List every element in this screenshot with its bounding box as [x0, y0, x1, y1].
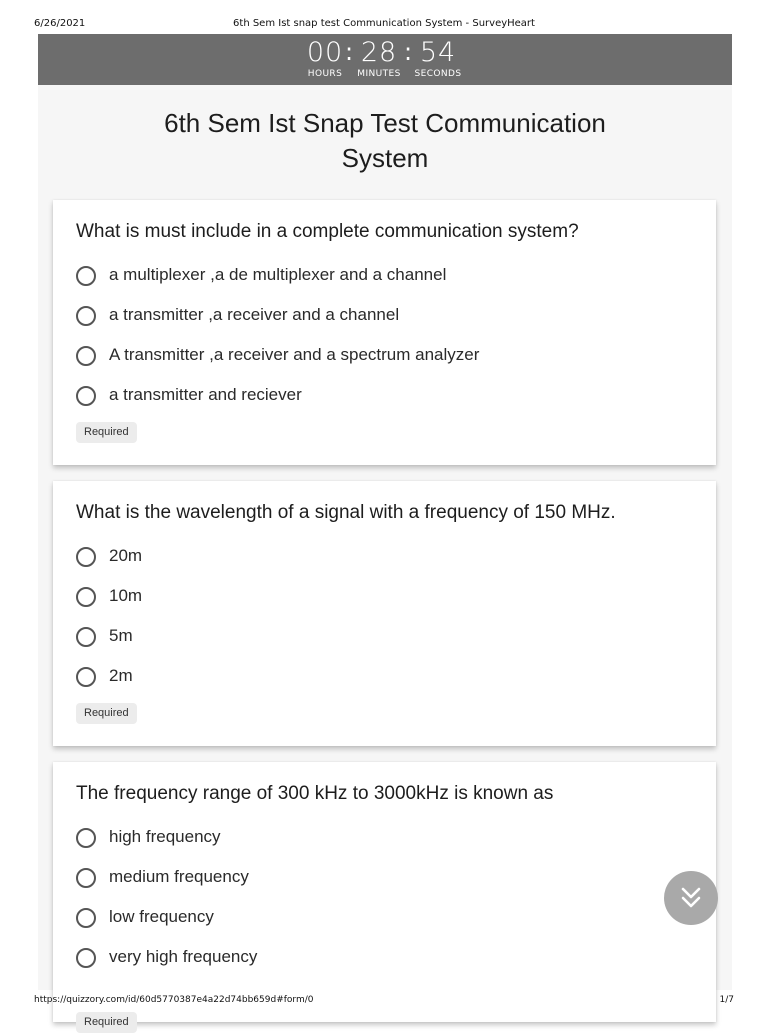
radio-button[interactable] [76, 587, 96, 607]
answer-option[interactable] [76, 826, 696, 850]
timer-separator: : [404, 38, 413, 66]
option-label[interactable]: 10m [109, 586, 143, 605]
radio-button[interactable] [76, 868, 96, 888]
answer-option[interactable] [76, 866, 696, 890]
radio-button[interactable] [76, 266, 96, 286]
answer-option[interactable] [76, 545, 696, 569]
answer-option[interactable] [76, 625, 696, 649]
timer-seconds [408, 37, 468, 79]
option-label[interactable]: a transmitter ,a receiver and a channel [109, 305, 400, 324]
question-text: What is the wavelength of a signal with a frequency of 150 MHz. [76, 502, 616, 523]
radio-button[interactable] [76, 908, 96, 928]
required-badge: Required [76, 703, 137, 724]
radio-button[interactable] [76, 828, 96, 848]
option-label[interactable]: 5m [109, 626, 133, 645]
radio-button[interactable] [76, 306, 96, 326]
option-label[interactable]: 20m [109, 546, 143, 565]
answer-option[interactable] [76, 304, 696, 328]
timer-hours-label: HOURS [307, 69, 343, 79]
timer-hours-value: 00 [306, 37, 344, 68]
timer-separator: : [345, 38, 354, 66]
question-card [53, 481, 716, 746]
print-header [0, 0, 768, 34]
timer-bar [38, 34, 732, 85]
print-page-title: 6th Sem Ist snap test Communication System - SurveyHeart [233, 18, 535, 29]
scroll-down-button[interactable] [664, 871, 718, 925]
radio-button[interactable] [76, 547, 96, 567]
timer-seconds-label: SECONDS [414, 69, 462, 79]
option-label[interactable]: high frequency [109, 827, 221, 846]
form-title: 6th Sem Ist Snap Test Communication System [164, 108, 606, 173]
question-text: What is must include in a complete communication system? [76, 221, 579, 242]
radio-button[interactable] [76, 627, 96, 647]
print-date: 6/26/2021 [34, 18, 86, 29]
option-label[interactable]: a transmitter and reciever [109, 385, 302, 404]
double-chevron-down-icon [680, 886, 702, 910]
option-label[interactable]: medium frequency [109, 867, 249, 886]
print-page-number: 1/7 [719, 995, 734, 1005]
radio-button[interactable] [76, 948, 96, 968]
timer-seconds-value: 54 [419, 37, 457, 68]
timer-minutes [349, 37, 409, 79]
question-card [53, 762, 716, 1028]
answer-option[interactable] [76, 384, 696, 408]
option-label[interactable]: low frequency [109, 907, 214, 926]
answer-option[interactable] [76, 585, 696, 609]
print-footer [0, 990, 768, 1024]
required-badge: Required [76, 1012, 137, 1033]
answer-option[interactable] [76, 665, 696, 689]
answer-option[interactable] [76, 264, 696, 288]
option-label[interactable]: 2m [109, 666, 133, 685]
radio-button[interactable] [76, 346, 96, 366]
timer-minutes-label: MINUTES [357, 69, 401, 79]
radio-button[interactable] [76, 667, 96, 687]
answer-option[interactable] [76, 946, 696, 970]
answer-option[interactable] [76, 344, 696, 368]
radio-button[interactable] [76, 386, 96, 406]
option-label[interactable]: a multiplexer ,a de multiplexer and a channel [109, 265, 447, 284]
question-card [53, 200, 716, 465]
question-text: The frequency range of 300 kHz to 3000kHz is known as [76, 783, 554, 804]
print-url: https://quizzory.com/id/60d5770387e4a22d74bb659d#form/0 [34, 995, 314, 1005]
required-badge: Required [76, 422, 137, 443]
timer-minutes-value: 28 [360, 37, 398, 68]
option-label[interactable]: very high frequency [109, 947, 258, 966]
answer-option[interactable] [76, 906, 696, 930]
option-label[interactable]: A transmitter ,a receiver and a spectrum analyzer [109, 345, 480, 364]
